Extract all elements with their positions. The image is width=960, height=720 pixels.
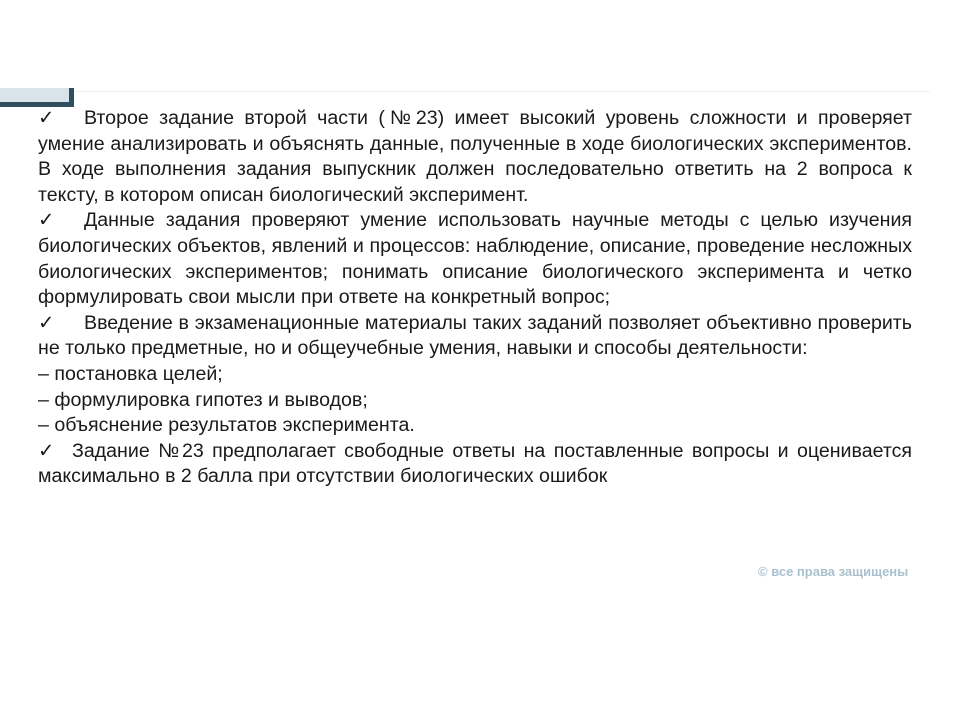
corner-decoration <box>0 60 74 108</box>
dash-item-3: – объяснение результатов эксперимента. <box>38 414 415 437</box>
copyright-watermark: © все права защищены <box>758 564 909 579</box>
bullet-paragraph-3 <box>38 311 912 362</box>
bullet-paragraph-4 <box>38 439 912 490</box>
header-divider <box>74 91 930 92</box>
bullet-text-1: Второе задание второй части (№23) имеет высокий уровень сложности и проверяет умение анализировать и объяснять данные, полученные в ходе биологических экспериментов. В ходе выполнения задания выпускник должен последовательно ответить на 2 вопроса к тексту, в котором описан биологический эксперимент. <box>38 107 912 206</box>
bullet-text-3: Введение в экзаменационные материалы таких заданий позволяет объективно проверить не только предметные, но и общеучебные умения, навыки и способы деятельности: <box>38 311 912 360</box>
checkmark-icon: ✓ <box>38 107 55 129</box>
checkmark-icon: ✓ <box>38 209 55 232</box>
slide-body <box>38 106 912 490</box>
checkmark-icon: ✓ <box>38 439 55 462</box>
bullet-paragraph-2 <box>38 208 912 310</box>
checkmark-icon: ✓ <box>38 311 55 334</box>
bullet-paragraph-1 <box>38 106 912 208</box>
dash-item-2: – формулировка гипотез и выводов; <box>38 388 368 411</box>
bullet-text-2: Данные задания проверяют умение использовать научные методы с целью изучения биологических объектов, явлений и процессов: наблюдение, описание, проведение несложных биологических экспериментов; понимать описание биологического эксперимента и четко формулировать свои мысли при ответе на конкретный вопрос; <box>38 209 912 309</box>
bullet-text-4: Задание №23 предполагает свободные ответы на поставленные вопросы и оценивается максимально в 2 балла при отсутствии биологических ошибок <box>38 439 912 488</box>
dash-item-1: – постановка целей; <box>38 362 223 385</box>
corner-accent-light <box>0 88 69 102</box>
